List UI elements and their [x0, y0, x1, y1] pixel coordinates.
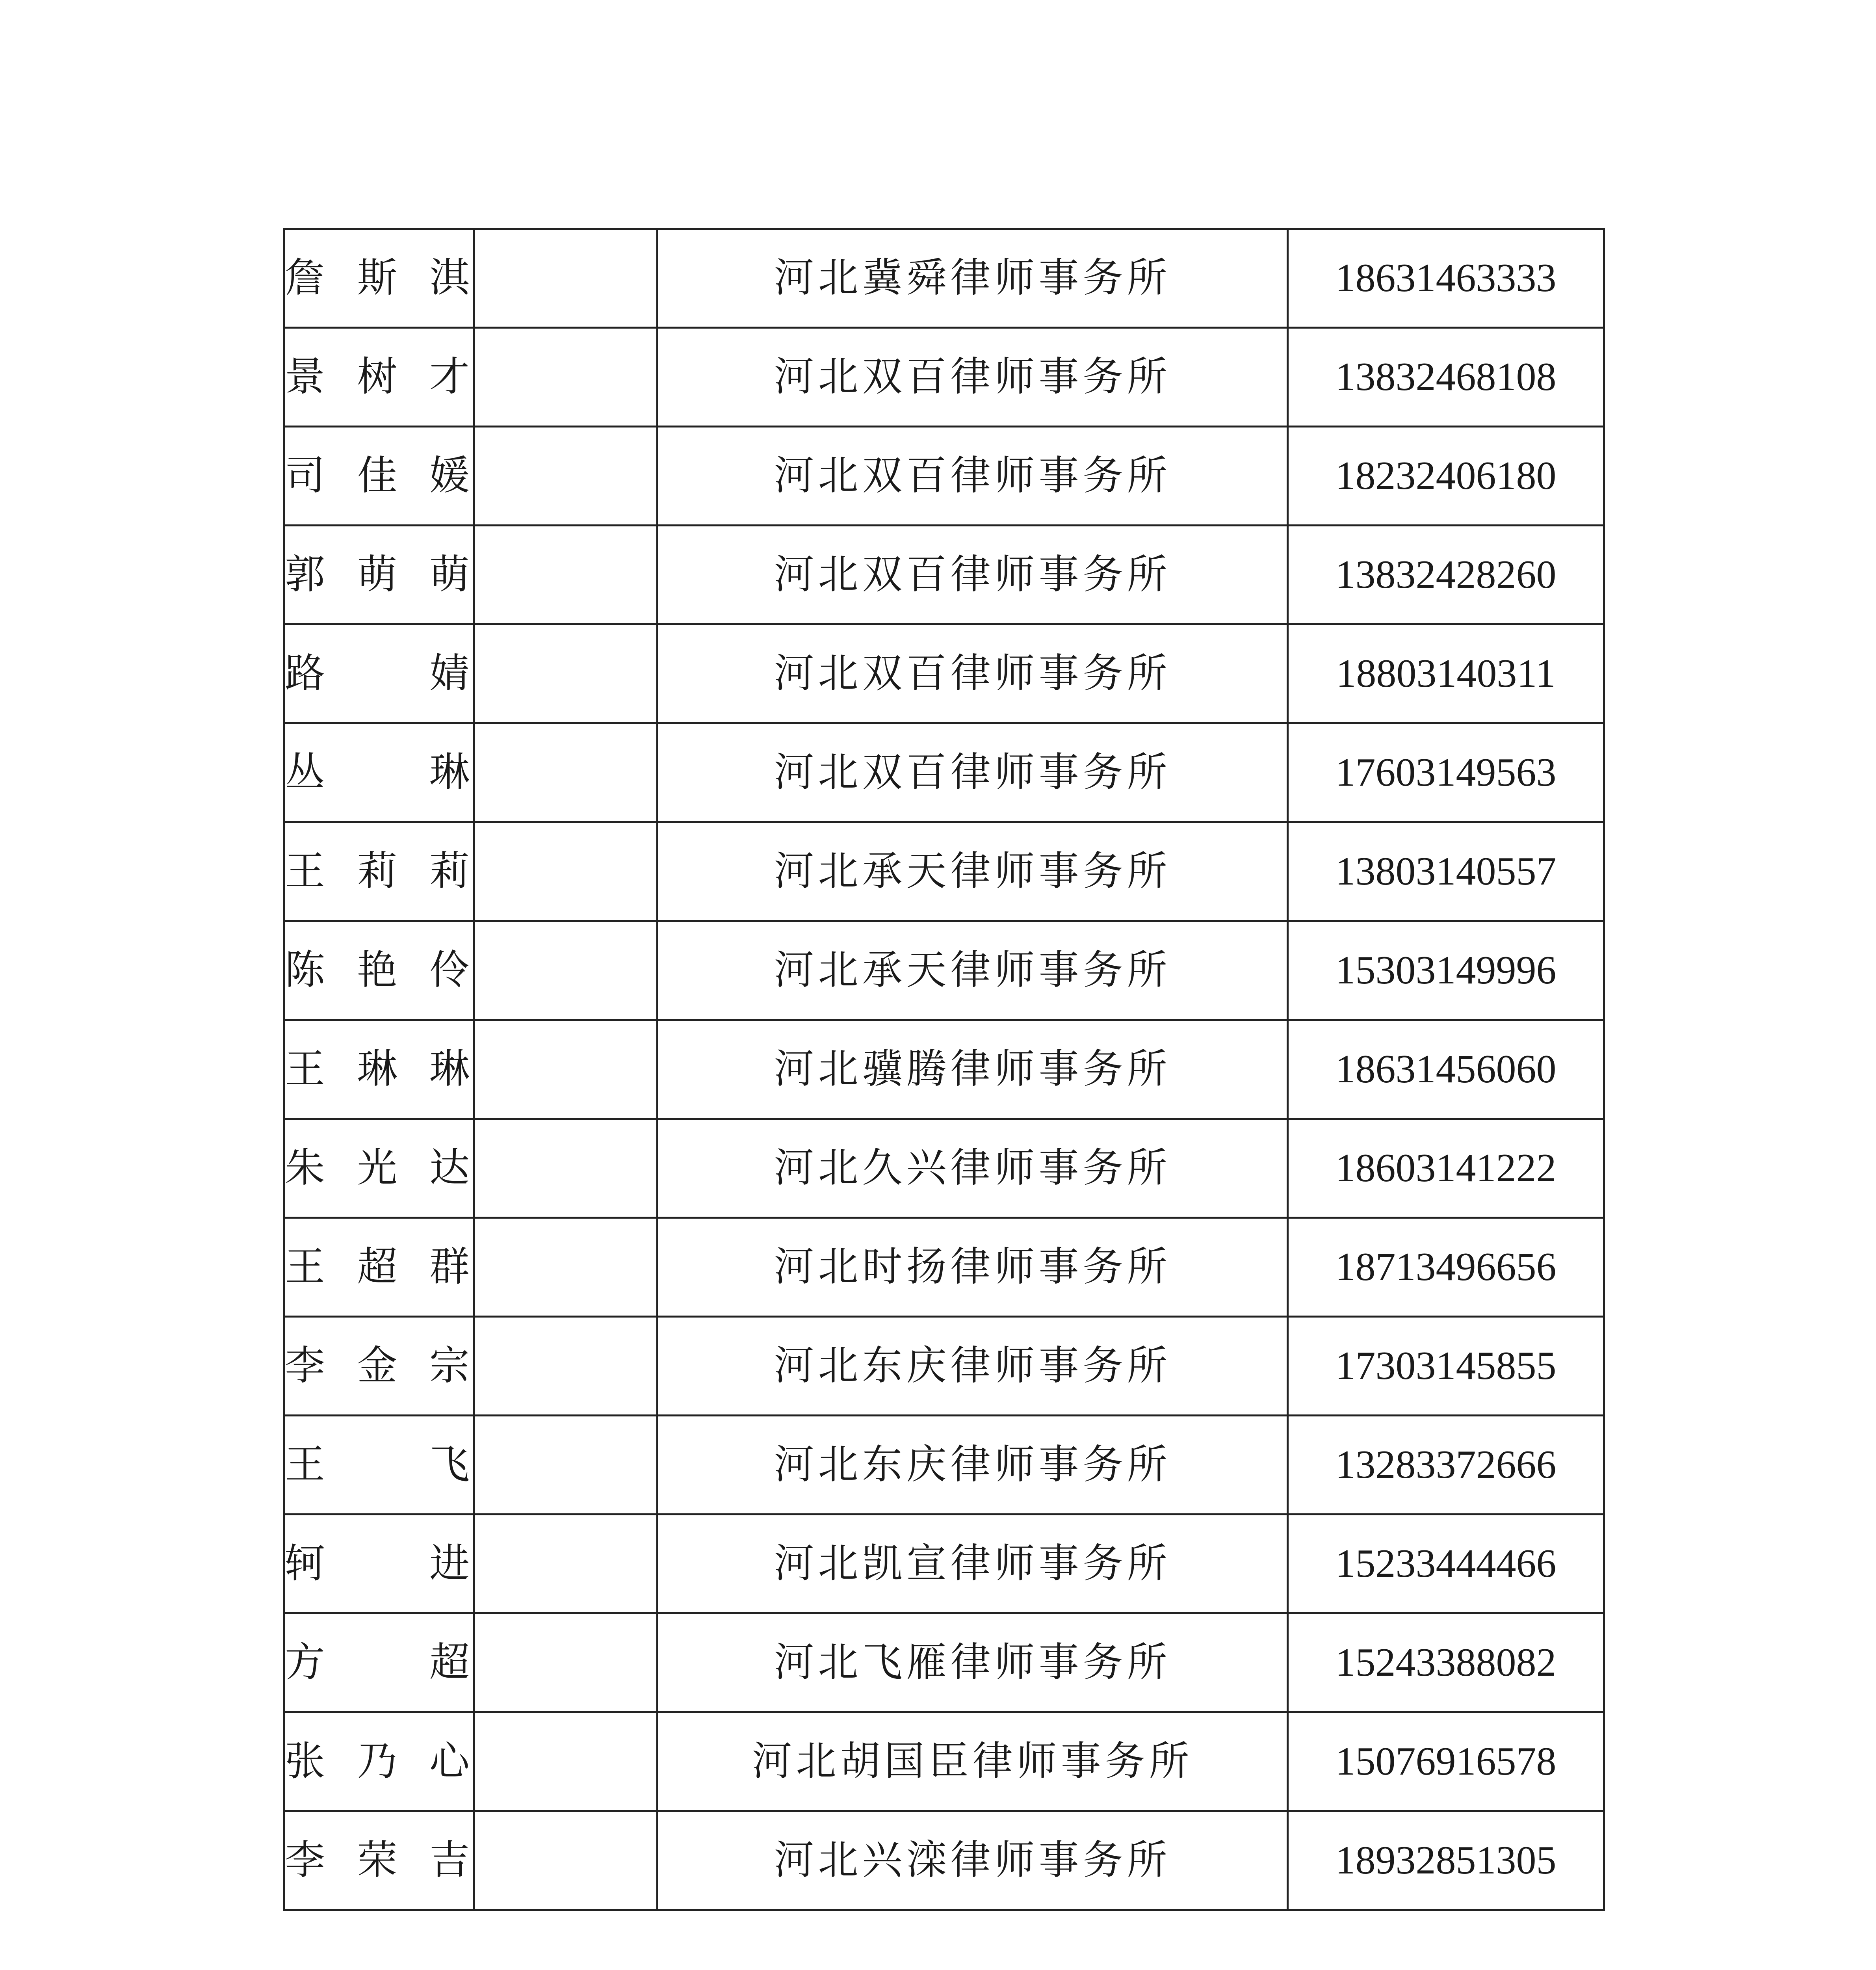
lawyer-name-cell: [284, 328, 474, 427]
phone-number-cell: 13803140557: [1288, 822, 1604, 921]
table-row: [284, 229, 1604, 328]
lawyer-name: 王飞: [285, 1441, 473, 1488]
empty-cell: [474, 526, 658, 624]
phone-number-cell: 18631456060: [1288, 1020, 1604, 1119]
lawyer-name: 王琳琳: [285, 1046, 473, 1093]
roster-table-body: [284, 229, 1604, 1910]
lawyer-name: 路婧: [285, 650, 473, 697]
lawyer-name-cell: [284, 921, 474, 1020]
lawyer-name-cell: [284, 1712, 474, 1811]
phone-number-cell: 13832468108: [1288, 328, 1604, 427]
lawyer-name: 朱光达: [285, 1145, 473, 1191]
empty-cell: [474, 624, 658, 723]
table-row: [284, 1515, 1604, 1613]
lawyer-name: 方超: [285, 1639, 473, 1686]
empty-cell: [474, 1119, 658, 1218]
table-row: [284, 921, 1604, 1020]
law-firm-cell: 河北双百律师事务所: [658, 624, 1288, 723]
lawyer-name-cell: [284, 1416, 474, 1515]
empty-cell: [474, 921, 658, 1020]
law-firm-cell: 河北东庆律师事务所: [658, 1416, 1288, 1515]
lawyer-name-cell: [284, 624, 474, 723]
table-row: [284, 1712, 1604, 1811]
phone-number-cell: 18232406180: [1288, 427, 1604, 526]
phone-number-cell: 18603141222: [1288, 1119, 1604, 1218]
law-firm-cell: 河北双百律师事务所: [658, 328, 1288, 427]
phone-number-cell: 18932851305: [1288, 1811, 1604, 1910]
law-firm-cell: 河北骥腾律师事务所: [658, 1020, 1288, 1119]
lawyer-name: 陈艳伶: [285, 947, 473, 994]
table-row: [284, 1811, 1604, 1910]
lawyer-name-cell: [284, 1317, 474, 1416]
lawyer-name-cell: [284, 229, 474, 328]
lawyer-name-cell: [284, 822, 474, 921]
empty-cell: [474, 229, 658, 328]
table-row: [284, 1020, 1604, 1119]
empty-cell: [474, 1613, 658, 1712]
table-row: [284, 427, 1604, 526]
lawyer-name: 王莉莉: [285, 848, 473, 895]
empty-cell: [474, 1317, 658, 1416]
empty-cell: [474, 1218, 658, 1317]
lawyer-name: 轲进: [285, 1540, 473, 1587]
table-row: [284, 1317, 1604, 1416]
table-row: [284, 1119, 1604, 1218]
lawyer-name: 王超群: [285, 1243, 473, 1290]
table-row: [284, 723, 1604, 822]
law-firm-cell: 河北时扬律师事务所: [658, 1218, 1288, 1317]
empty-cell: [474, 1416, 658, 1515]
phone-number-cell: 15076916578: [1288, 1712, 1604, 1811]
lawyer-name-cell: [284, 1218, 474, 1317]
lawyer-name-cell: [284, 1119, 474, 1218]
phone-number-cell: 18631463333: [1288, 229, 1604, 328]
table-row: [284, 1613, 1604, 1712]
law-firm-cell: 河北兴滦律师事务所: [658, 1811, 1288, 1910]
lawyer-name-cell: [284, 723, 474, 822]
phone-number-cell: 15303149996: [1288, 921, 1604, 1020]
law-firm-cell: 河北双百律师事务所: [658, 723, 1288, 822]
table-row: [284, 1218, 1604, 1317]
law-firm-cell: 河北承天律师事务所: [658, 822, 1288, 921]
law-firm-cell: 河北凯宣律师事务所: [658, 1515, 1288, 1613]
lawyer-name: 詹斯淇: [285, 255, 473, 301]
law-firm-cell: 河北双百律师事务所: [658, 427, 1288, 526]
phone-number-cell: 15243388082: [1288, 1613, 1604, 1712]
table-row: [284, 624, 1604, 723]
phone-number-cell: 13832428260: [1288, 526, 1604, 624]
empty-cell: [474, 723, 658, 822]
lawyer-name-cell: [284, 1613, 474, 1712]
lawyer-name: 郭萌萌: [285, 551, 473, 598]
empty-cell: [474, 1020, 658, 1119]
lawyer-name: 张乃心: [285, 1738, 473, 1785]
lawyer-name: 李荣吉: [285, 1837, 473, 1884]
law-firm-cell: 河北东庆律师事务所: [658, 1317, 1288, 1416]
phone-number-cell: 17603149563: [1288, 723, 1604, 822]
phone-number-cell: 13283372666: [1288, 1416, 1604, 1515]
table-row: [284, 822, 1604, 921]
empty-cell: [474, 328, 658, 427]
table-row: [284, 526, 1604, 624]
phone-number-cell: 18803140311: [1288, 624, 1604, 723]
law-firm-cell: 河北久兴律师事务所: [658, 1119, 1288, 1218]
empty-cell: [474, 822, 658, 921]
empty-cell: [474, 1712, 658, 1811]
lawyer-roster-table: [283, 228, 1605, 1911]
phone-number-cell: 15233444466: [1288, 1515, 1604, 1613]
law-firm-cell: 河北飞雁律师事务所: [658, 1613, 1288, 1712]
lawyer-name-cell: [284, 1515, 474, 1613]
phone-number-cell: 17303145855: [1288, 1317, 1604, 1416]
law-firm-cell: 河北冀舜律师事务所: [658, 229, 1288, 328]
empty-cell: [474, 427, 658, 526]
phone-number-cell: 18713496656: [1288, 1218, 1604, 1317]
lawyer-name-cell: [284, 1020, 474, 1119]
lawyer-name-cell: [284, 427, 474, 526]
empty-cell: [474, 1515, 658, 1613]
law-firm-cell: 河北双百律师事务所: [658, 526, 1288, 624]
law-firm-cell: 河北承天律师事务所: [658, 921, 1288, 1020]
table-row: [284, 328, 1604, 427]
lawyer-name: 司佳媛: [285, 452, 473, 499]
empty-cell: [474, 1811, 658, 1910]
lawyer-name: 李金宗: [285, 1342, 473, 1389]
lawyer-name-cell: [284, 526, 474, 624]
law-firm-cell: 河北胡国臣律师事务所: [658, 1712, 1288, 1811]
lawyer-name-cell: [284, 1811, 474, 1910]
lawyer-name: 景树才: [285, 353, 473, 400]
table-row: [284, 1416, 1604, 1515]
lawyer-name: 丛琳: [285, 749, 473, 796]
